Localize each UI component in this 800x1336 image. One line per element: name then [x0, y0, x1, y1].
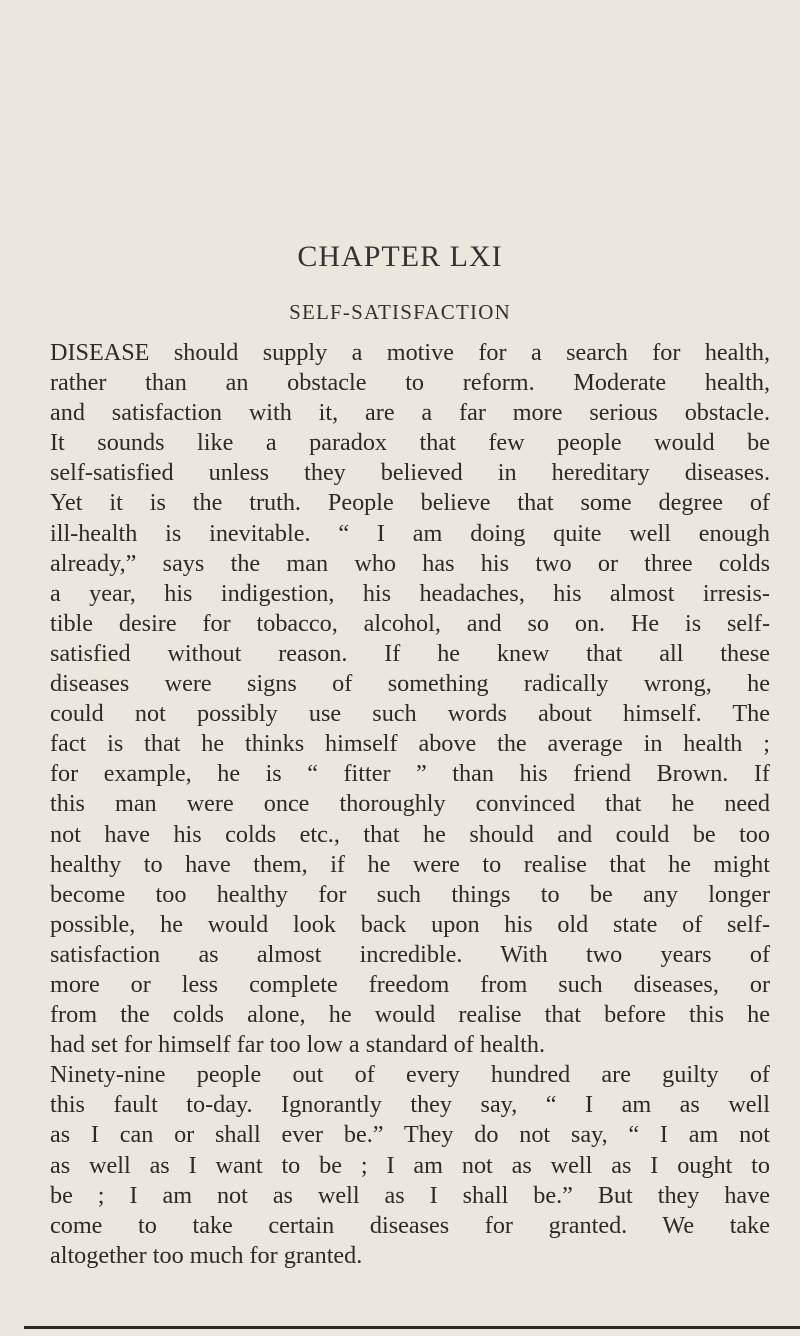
text-line: from the colds alone, he would realise that before this he — [50, 1001, 770, 1029]
text-line: as well as I want to be ; I am not as well as I ought to — [50, 1151, 770, 1179]
text-line: not have his colds etc., that he should and could be too — [50, 820, 770, 848]
text-line: satisfaction as almost incredible. With two years of — [50, 940, 770, 968]
text-line: had set for himself far too low a standard of health. — [50, 1031, 546, 1059]
text-line: as I can or shall ever be.” They do not say, “ I am not — [50, 1121, 770, 1149]
text-line: DISEASE should supply a motive for a search for health, — [50, 339, 770, 366]
text-line: this man were once thoroughly convinced that he need — [50, 790, 770, 818]
bottom-rule — [24, 1326, 800, 1329]
body-text — [50, 338, 770, 1271]
text-line: rather than an obstacle to reform. Moderate health, — [50, 369, 770, 397]
text-line: fact is that he thinks himself above the average in health ; — [50, 730, 770, 758]
text-line: possible, he would look back upon his old state of self- — [50, 910, 770, 938]
text-line: Ninety-nine people out of every hundred are guilty of — [50, 1061, 770, 1089]
text-line: self-satisfied unless they believed in hereditary diseases. — [50, 459, 770, 487]
text-line: become too healthy for such things to be any longer — [50, 880, 770, 908]
text-line: more or less complete freedom from such diseases, or — [50, 970, 770, 998]
text-line: healthy to have them, if he were to realise that he might — [50, 850, 770, 878]
text-line: this fault to-day. Ignorantly they say, “ I am as well — [50, 1091, 770, 1119]
chapter-title: CHAPTER LXI — [297, 240, 503, 273]
text-line: for example, he is “ fitter ” than his friend Brown. If — [50, 760, 770, 788]
text-line: a year, his indigestion, his headaches, his almost irresis- — [50, 579, 770, 607]
text-line: could not possibly use such words about himself. The — [50, 700, 770, 728]
text-line: come to take certain diseases for granted. We take — [50, 1211, 770, 1239]
text-line: ill-health is inevitable. “ I am doing quite well enough — [50, 519, 770, 547]
section-title: SELF-SATISFACTION — [289, 300, 511, 324]
text-line: diseases were signs of something radically wrong, he — [50, 670, 770, 698]
text-line: altogether too much for granted. — [50, 1241, 363, 1269]
text-line: satisfied without reason. If he knew that all these — [50, 639, 770, 667]
text-line: and satisfaction with it, are a far more serious obstacle. — [50, 399, 770, 427]
text-line: be ; I am not as well as I shall be.” But they have — [50, 1181, 770, 1209]
text-line: already,” says the man who has his two or three colds — [50, 549, 770, 577]
text-line: tible desire for tobacco, alcohol, and so on. He is self- — [50, 609, 770, 637]
text-line: It sounds like a paradox that few people would be — [50, 429, 770, 457]
text-line: Yet it is the truth. People believe that some degree of — [50, 489, 770, 517]
